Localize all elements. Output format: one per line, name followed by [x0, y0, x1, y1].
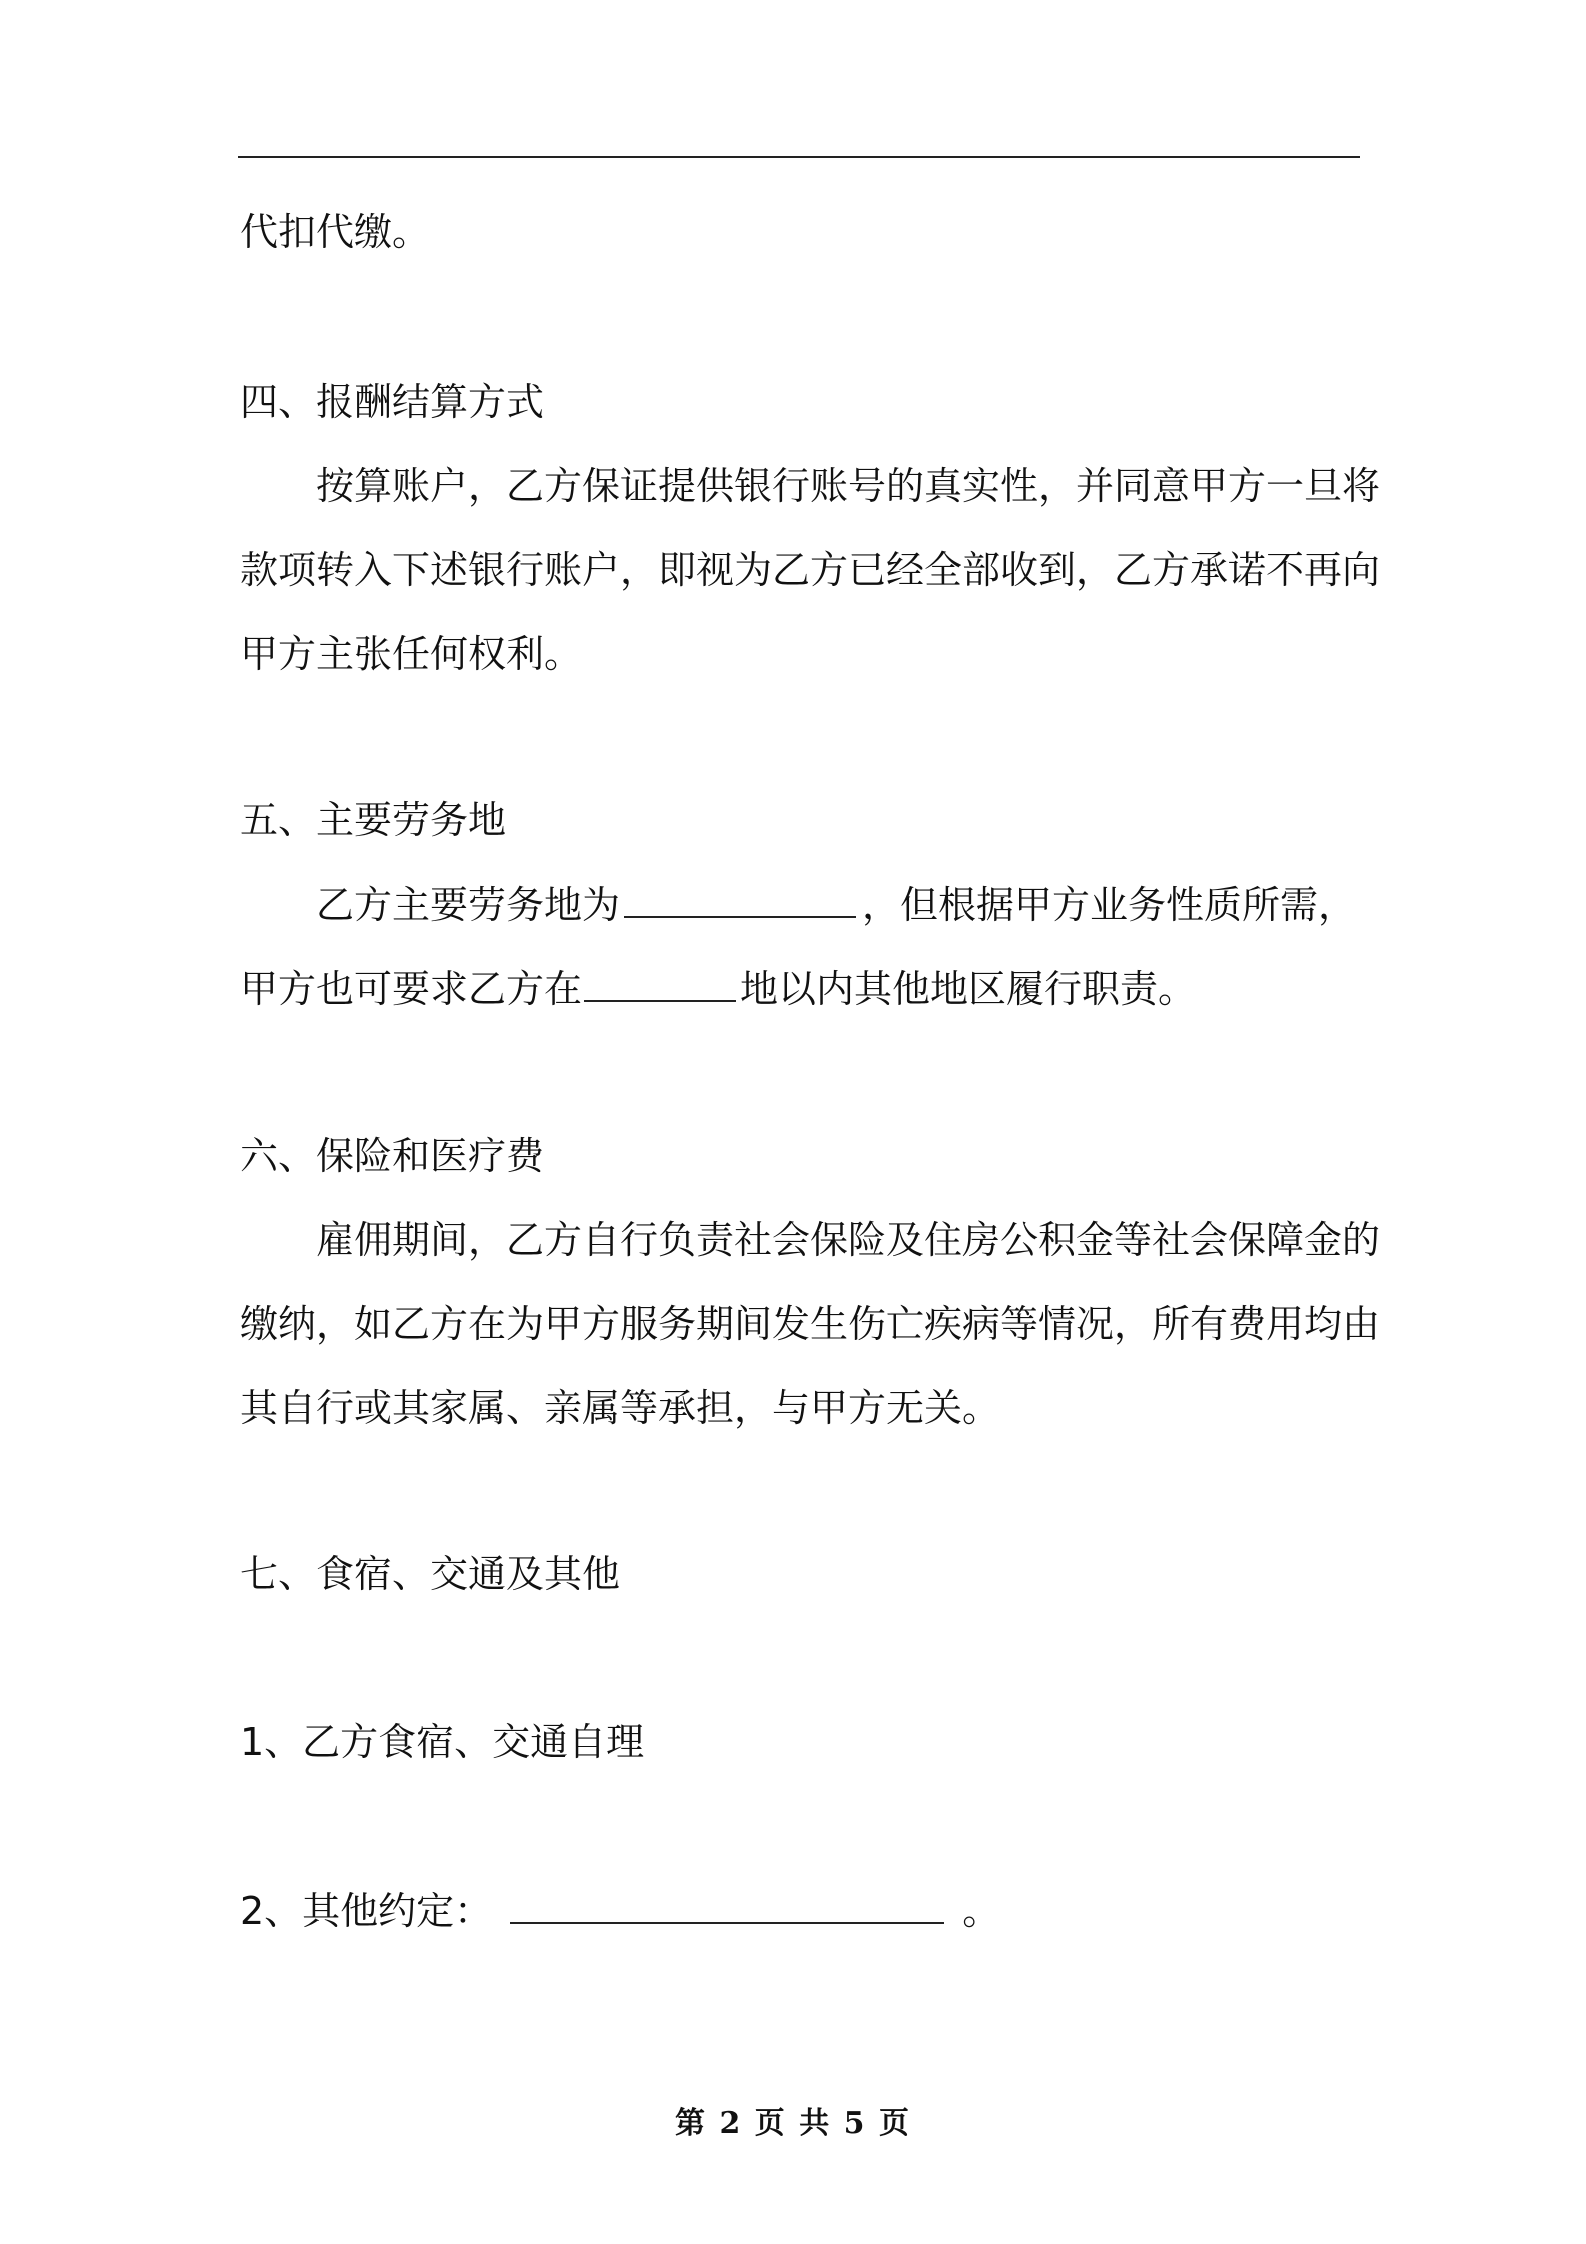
section-4-line-3: 甲方主张任何权利。 [240, 632, 583, 676]
section-7-item-2-before: 2、其他约定： [240, 1889, 493, 1933]
section-7-heading: 七、食宿、交通及其他 [240, 1552, 621, 1596]
range-blank [584, 964, 736, 1002]
section-6-line-2: 缴纳，如乙方在为甲方服务期间发生伤亡疾病等情况，所有费用均由 [240, 1302, 1381, 1346]
section-5-line-2-before: 甲方也可要求乙方在 [240, 967, 583, 1011]
section-4-line-2: 款项转入下述银行账户，即视为乙方已经全部收到，乙方承诺不再向 [240, 548, 1381, 592]
section-5-line-2-after: 地以内其他地区履行职责。 [740, 967, 1197, 1011]
section-4-heading: 四、报酬结算方式 [240, 380, 545, 424]
section-7-item-2-after: 。 [962, 1889, 1001, 1933]
section-5-line-1-before: 乙方主要劳务地为 [316, 883, 621, 927]
continuation-text: 代扣代缴。 [240, 210, 431, 254]
header-rule [238, 156, 1360, 158]
section-4-line-1: 按算账户，乙方保证提供银行账号的真实性，并同意甲方一旦将 [316, 464, 1381, 508]
section-7-item-1: 1、乙方食宿、交通自理 [240, 1720, 645, 1764]
location-blank [624, 880, 856, 918]
section-6-heading: 六、保险和医疗费 [240, 1134, 545, 1178]
section-5-line-1-after: ，但根据甲方业务性质所需， [862, 883, 1357, 927]
section-5-line-2 [240, 964, 1196, 1013]
other-terms-blank [510, 1886, 944, 1924]
section-5-heading: 五、主要劳务地 [240, 798, 507, 842]
section-7-item-2 [240, 1886, 1000, 1935]
page-number-footer: 第 2 页 共 5 页 [675, 2106, 911, 2141]
section-5-line-1 [316, 880, 1356, 929]
section-6-line-1: 雇佣期间，乙方自行负责社会保险及住房公积金等社会保障金的 [316, 1218, 1381, 1262]
section-6-line-3: 其自行或其家属、亲属等承担，与甲方无关。 [240, 1386, 1001, 1430]
